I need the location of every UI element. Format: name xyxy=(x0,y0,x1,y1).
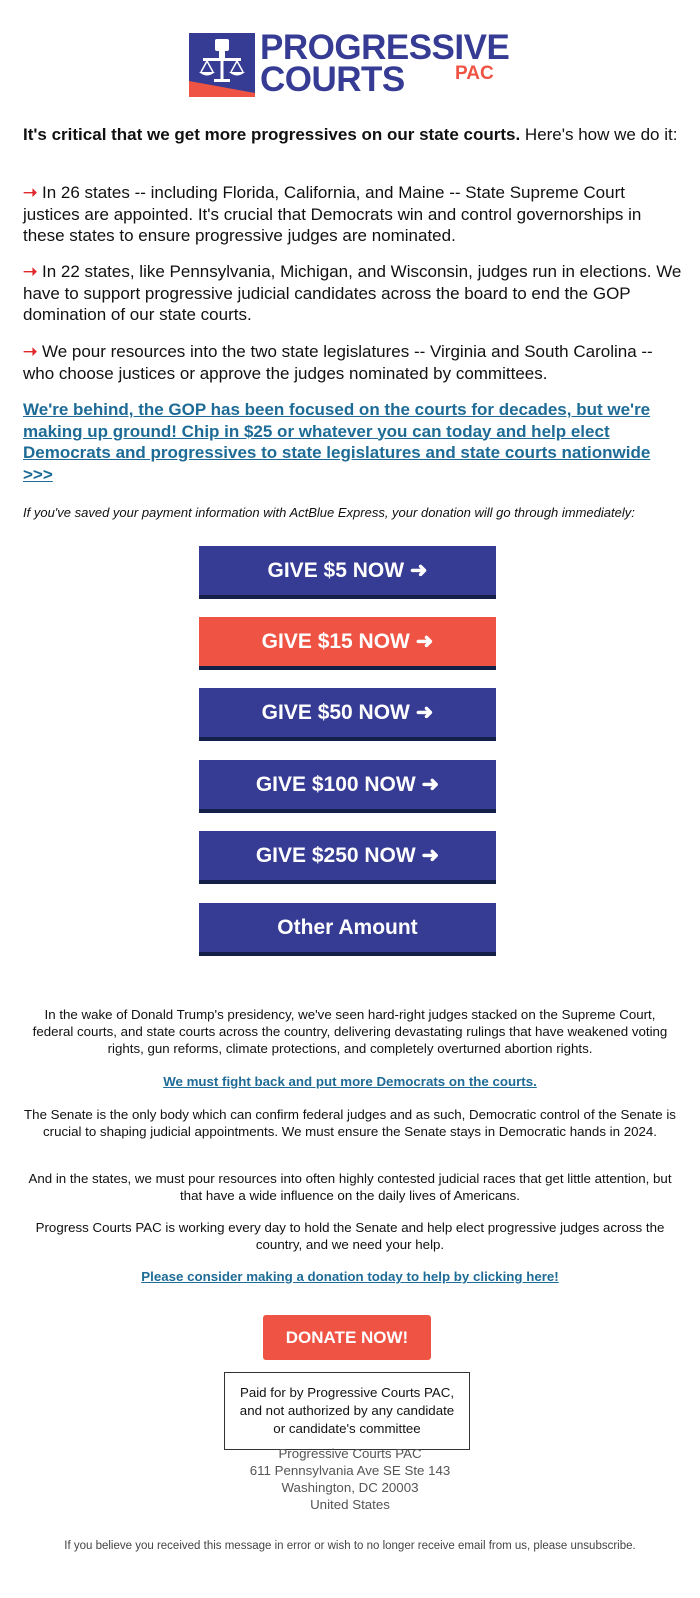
unsubscribe-footer[interactable]: If you believe you received this message in error or wish to no longer receive email from us, please unsubscribe. xyxy=(64,1540,636,1552)
intro-bold: It's critical that we get more progressives on our state courts. xyxy=(23,125,521,144)
intro-rest: Here's how we do it: xyxy=(520,125,678,144)
actblue-express-note: If you've saved your payment information with ActBlue Express, your donation will go through immediately: xyxy=(23,505,635,520)
fight-back-link-row xyxy=(23,1073,677,1090)
give-100-button[interactable]: GIVE $100 NOW ➜ xyxy=(199,760,496,813)
give-50-button[interactable]: GIVE $50 NOW ➜ xyxy=(199,688,496,741)
point-text: In 22 states, like Pennsylvania, Michigan, and Wisconsin, judges run in elections. We have to support progressive judicial candidates across the board to end the GOP domination of our state courts. xyxy=(23,262,682,324)
chip-in-link[interactable]: We're behind, the GOP has been focused on the courts for decades, but we're making up ground! Chip in $25 or whatever you can today and help elect Democrats and progressives to state legislatures and state courts nationwide >>> xyxy=(23,400,651,484)
paid-for-disclaimer-box xyxy=(224,1372,470,1450)
pac-working-paragraph: Progress Courts PAC is working every day to hold the Senate and help elect progressive judges across the country, and we need your help. xyxy=(35,1220,665,1252)
point-text: We pour resources into the two state legislatures -- Virginia and South Carolina -- who choose justices or approve the judges nominated by committees. xyxy=(23,342,653,383)
red-arrow-icon: ➝ xyxy=(23,183,38,202)
fight-back-link[interactable]: We must fight back and put more Democrats on the courts. xyxy=(163,1074,537,1089)
point-text: In 26 states -- including Florida, California, and Maine -- State Supreme Court justices are appointed. It's crucial that Democrats win and control governorships in these states to ensure progressive judges are nominated. xyxy=(23,183,642,245)
donate-now-button[interactable]: DONATE NOW! xyxy=(263,1315,431,1360)
donation-click-here-link[interactable]: Please consider making a donation today to help by clicking here! xyxy=(141,1269,559,1284)
logo-word-courts: COURTS xyxy=(260,60,405,99)
logo-word-pac: PAC xyxy=(455,63,494,84)
red-arrow-icon: ➝ xyxy=(23,342,38,361)
give-250-button[interactable]: GIVE $250 NOW ➜ xyxy=(199,831,496,884)
red-arrow-icon: ➝ xyxy=(23,262,38,281)
point-appointed xyxy=(23,182,683,247)
senate-paragraph: The Senate is the only body which can confirm federal judges and as such, Democratic control of the Senate is crucial to shaping judicial appointments. We must ensure the Senate stays in Democratic hands in 2024. xyxy=(24,1107,676,1139)
point-legislatures xyxy=(23,341,683,384)
fist-scales-emblem-icon xyxy=(189,33,255,97)
logo-word-progressive: PROGRESSIVE xyxy=(260,28,510,67)
address-street: 611 Pennsylvania Ave SE Ste 143 xyxy=(249,1463,451,1478)
other-amount-button[interactable]: Other Amount xyxy=(199,903,496,956)
address-org-name: Progressive Courts PAC xyxy=(278,1446,422,1461)
progressive-courts-pac-logo xyxy=(189,28,514,99)
address-country: United States xyxy=(310,1497,390,1512)
donation-link-row xyxy=(23,1268,677,1285)
intro-paragraph xyxy=(23,124,683,146)
trump-presidency-paragraph: In the wake of Donald Trump's presidency, we've seen hard-right judges stacked on the Supreme Court, federal courts, and state courts across the country, delivering devastating rulings that have weakened voting rights, gun reforms, climate protections, and completely overturned abortion rights. xyxy=(32,1007,668,1056)
give-5-button[interactable]: GIVE $5 NOW ➜ xyxy=(199,546,496,599)
point-elections xyxy=(23,261,683,326)
disclaimer-text: Paid for by Progressive Courts PAC, and not authorized by any candidate or candidate's committee xyxy=(239,1385,455,1436)
states-paragraph: And in the states, we must pour resources into often highly contested judicial races that get little attention, but that have a wide influence on the daily lives of Americans. xyxy=(28,1171,672,1203)
give-15-button[interactable]: GIVE $15 NOW ➜ xyxy=(199,617,496,670)
address-city: Washington, DC 20003 xyxy=(281,1480,419,1495)
